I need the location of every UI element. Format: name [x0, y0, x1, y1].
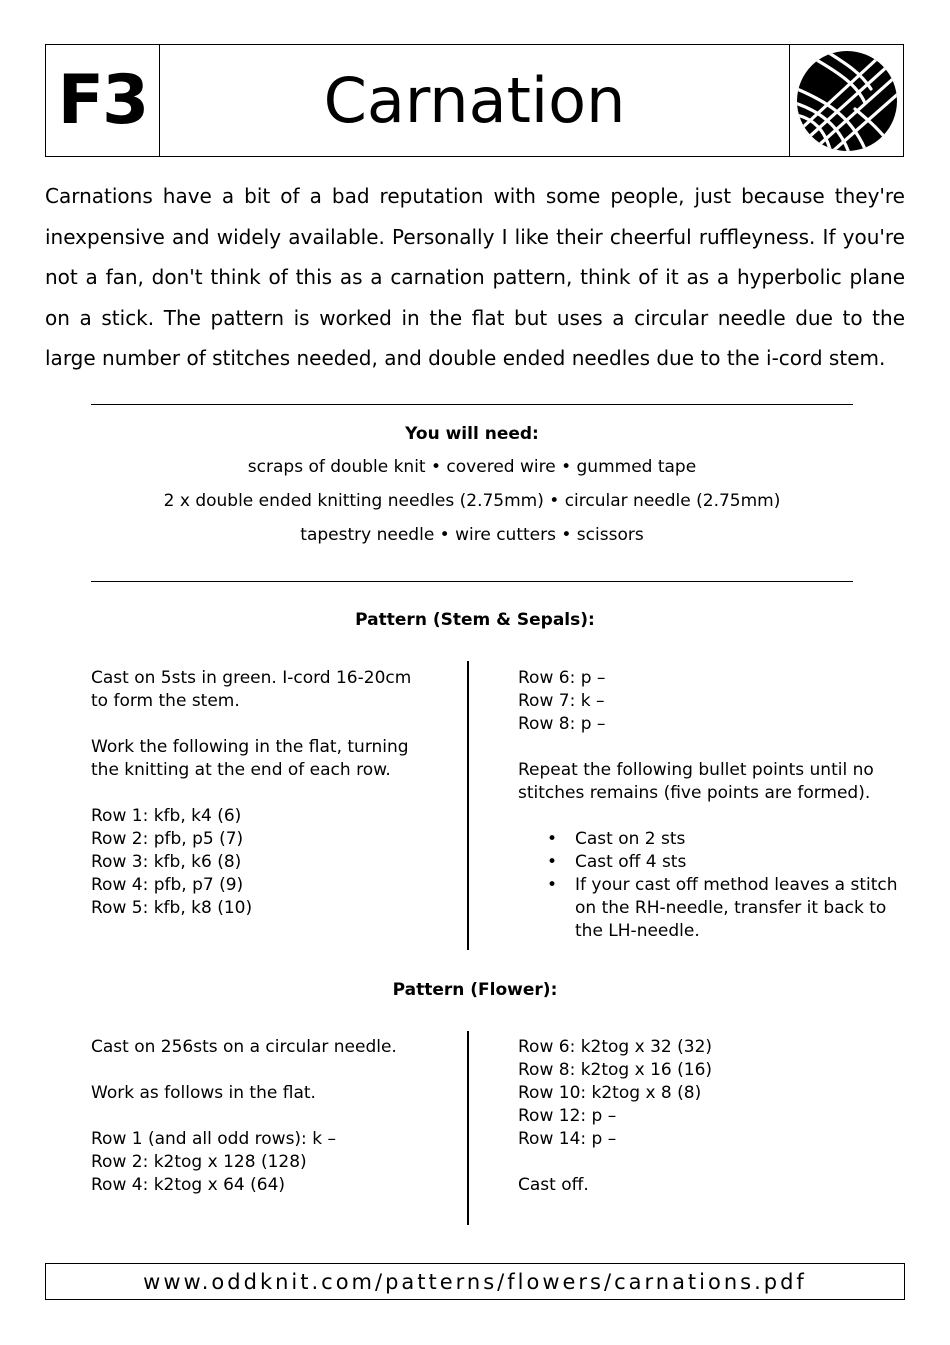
materials-heading: You will need:	[405, 424, 539, 444]
row-instruction: Row 8: k2tog x 16 (16)	[518, 1060, 713, 1080]
flower-heading: Pattern (Flower):	[392, 980, 558, 1000]
divider-top	[91, 404, 853, 405]
stem-left-column	[91, 667, 451, 920]
row-instruction: Row 1: kfb, k4 (6)	[91, 806, 242, 826]
materials-line: 2 x double ended knitting needles (2.75mm) • circular needle (2.75mm)	[163, 491, 781, 511]
materials-line: tapestry needle • wire cutters • scissors	[300, 525, 644, 545]
intro-paragraph: Carnations have a bit of a bad reputation with some people, just because they're inexpensive and widely available. Personally I like their cheerful ruffleyness. If you're not a fan, don't think of this as a carnation pattern, think of it as a hyperbolic plane on a stick. The pattern is worked in the flat but uses a circular needle due to the large number of stitches needed, and double ended needles due to the i-cord stem.	[45, 184, 905, 370]
row-instruction: Row 4: pfb, p7 (9)	[91, 875, 244, 895]
instruction-line: Cast on 5sts in green. I-cord 16-20cm	[91, 668, 412, 688]
pattern-code: F3	[46, 45, 160, 156]
stem-heading: Pattern (Stem & Sepals):	[355, 610, 595, 630]
yarn-ball-icon	[795, 49, 899, 153]
row-instruction: Row 12: p –	[518, 1106, 617, 1126]
page-title: Carnation	[323, 64, 626, 137]
instruction-line: Cast on 256sts on a circular needle.	[91, 1037, 397, 1057]
row-instruction: Row 6: p –	[518, 668, 606, 688]
row-instruction: Row 5: kfb, k8 (10)	[91, 898, 253, 918]
flower-left-column	[91, 1036, 451, 1197]
row-instruction: Row 7: k –	[518, 691, 605, 711]
divider-bottom	[91, 581, 853, 582]
stem-right-column	[518, 667, 903, 943]
instruction-line: Cast off.	[518, 1175, 589, 1195]
row-instruction: Row 14: p –	[518, 1129, 617, 1149]
list-item: • Cast off 4 sts	[547, 851, 903, 874]
pattern-header	[45, 44, 904, 157]
materials-section	[91, 424, 853, 558]
sepal-bullet-list	[518, 828, 903, 943]
row-instruction: Row 2: k2tog x 128 (128)	[91, 1152, 307, 1172]
footer-url	[45, 1263, 905, 1300]
row-instruction: Row 4: k2tog x 64 (64)	[91, 1175, 286, 1195]
flower-column-divider	[467, 1031, 469, 1225]
instruction-line: the knitting at the end of each row.	[91, 760, 391, 780]
footer-url-text: www.oddknit.com/patterns/flowers/carnations.pdf	[143, 1269, 807, 1294]
flower-right-column	[518, 1036, 903, 1197]
instruction-line: stitches remains (five points are formed).	[518, 783, 871, 803]
list-item: • Cast on 2 sts	[547, 828, 903, 851]
instruction-line: Work the following in the flat, turning	[91, 737, 409, 757]
materials-line: scraps of double knit • covered wire • gummed tape	[247, 457, 697, 477]
stem-column-divider	[467, 661, 469, 950]
row-instruction: Row 3: kfb, k6 (8)	[91, 852, 242, 872]
logo	[789, 45, 903, 156]
instruction-line: to form the stem.	[91, 691, 240, 711]
row-instruction: Row 1 (and all odd rows): k –	[91, 1129, 336, 1149]
row-instruction: Row 10: k2tog x 8 (8)	[518, 1083, 702, 1103]
instruction-line: Work as follows in the flat.	[91, 1083, 316, 1103]
row-instruction: Row 8: p –	[518, 714, 606, 734]
instruction-line: Repeat the following bullet points until no	[518, 760, 874, 780]
list-item: • If your cast off method leaves a stitch on the RH-needle, transfer it back to the LH-needle.	[547, 874, 903, 943]
row-instruction: Row 6: k2tog x 32 (32)	[518, 1037, 713, 1057]
row-instruction: Row 2: pfb, p5 (7)	[91, 829, 244, 849]
